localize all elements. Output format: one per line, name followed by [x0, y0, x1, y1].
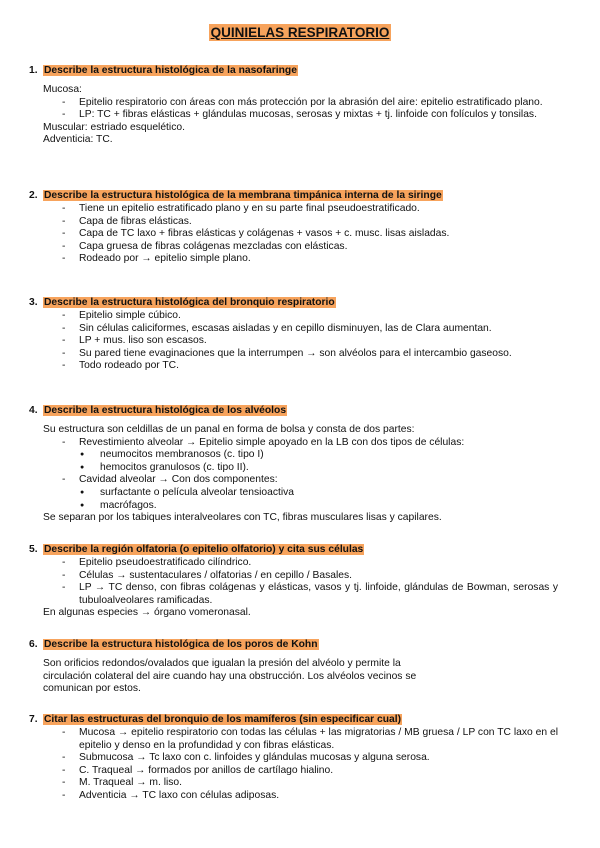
q4-item-2 — [43, 474, 558, 487]
q1-item-1: - Epitelio respiratorio con áreas con más protección por la abrasión del aire: epitelio estratificado plano. — [43, 97, 558, 110]
question-5-heading — [29, 544, 364, 557]
question-1-number: 1. — [29, 65, 38, 76]
q1-after-1: Muscular: estriado esquelético. — [43, 121, 185, 133]
q1-after-2: Adventicia: TC. — [43, 134, 113, 146]
question-3-body — [43, 310, 558, 373]
question-7-number: 7. — [29, 714, 38, 725]
q4-item-1 — [43, 437, 558, 450]
q7-item-5: - Adventicia → TC laxo con células adiposas. — [43, 790, 558, 803]
q1-item-2: - LP: TC + fibras elásticas + glándulas mucosas, serosas y mixtas + tj. linfoide con folículos y tonsilas. — [43, 109, 558, 122]
question-4-body — [43, 424, 558, 525]
question-4-heading — [29, 405, 287, 418]
q3-item-5: - Todo rodeado por TC. — [43, 360, 558, 373]
q4-intro: Su estructura son celdillas de un panal en forma de bolsa y consta de dos partes: — [43, 424, 415, 435]
q3-item-1: - Epitelio simple cúbico. — [43, 310, 558, 323]
q4-sub2-item-1: ● surfactante o película alveolar tensioactiva — [43, 487, 558, 500]
q5-list — [43, 557, 558, 607]
question-6-heading — [29, 639, 319, 652]
question-5-number: 5. — [29, 544, 38, 555]
q4-sub2-item-2: ● macrófagos. — [43, 500, 558, 513]
question-1-body — [43, 84, 558, 147]
question-6-body — [43, 658, 558, 696]
q5-item-1: - Epitelio pseudoestratificado cilíndrico. — [43, 557, 558, 570]
q5-after: En algunas especies → órgano vomeronasal. — [43, 607, 251, 619]
question-2-number: 2. — [29, 190, 38, 201]
q6-line-1: Son orificios redondos/ovalados que igualan la presión del alvéolo y permite la — [43, 658, 401, 669]
q2-item-1: - Tiene un epitelio estratificado plano y en su parte final pseudoestratificado. — [43, 203, 558, 216]
question-1-heading — [29, 65, 298, 78]
q2-item-3: - Capa de TC laxo + fibras elásticas y colágenas + vasos + c. musc. lisas aisladas. — [43, 228, 558, 241]
q2-item-2: - Capa de fibras elásticas. — [43, 216, 558, 229]
q4-sub1-item-2: ● hemocitos granulosos (c. tipo II). — [43, 462, 558, 475]
q6-line-3: comunican por estos. — [43, 683, 141, 695]
question-1-title: Describe la estructura histológica de la nasofaringe — [44, 65, 297, 76]
q4-after: Se separan por los tabiques interalveolares con TC, fibras musculares lisas y capilares. — [43, 512, 442, 524]
q4-list-2 — [43, 474, 558, 487]
document-title-text: QUINIELAS RESPIRATORIO — [210, 25, 390, 40]
question-2-heading — [29, 190, 443, 203]
q4-sub1-item-1: ● neumocitos membranosos (c. tipo I) — [43, 449, 558, 462]
q2-item-4: - Capa gruesa de fibras colágenas mezcladas con elásticas. — [43, 241, 558, 254]
document-title — [0, 27, 600, 42]
q7-list — [43, 727, 558, 803]
q4-sublist-2 — [43, 487, 558, 512]
q2-item-5: - Rodeado por → epitelio simple plano. — [43, 253, 558, 266]
q3-item-2: - Sin células caliciformes, escasas aisladas y en cepillo disminuyen, las de Clara aumentan. — [43, 323, 558, 336]
question-3-title: Describe la estructura histológica del bronquio respiratorio — [44, 297, 335, 308]
q1-list — [43, 97, 558, 122]
q5-item-3: - LP → TC denso, con fibras colágenas y elásticas, vasos y tj. linfoide, glándulas de Bowman, serosas y tubuloalveolares ramificadas. — [43, 582, 558, 607]
question-7-heading — [29, 714, 402, 727]
question-3-number: 3. — [29, 297, 38, 308]
q3-item-4: - Su pared tiene evaginaciones que la interrumpen → son alvéolos para el intercambio gaseoso. — [43, 348, 558, 361]
q7-item-4: - M. Traqueal → m. liso. — [43, 777, 558, 790]
q4-item-1-text: Revestimiento alveolar → Epitelio simple apoyado en la LB con dos tipos de células: — [79, 436, 465, 448]
question-4-number: 4. — [29, 405, 38, 416]
question-2-body — [43, 203, 558, 266]
q7-item-3: - C. Traqueal → formados por anillos de cartílago hialino. — [43, 765, 558, 778]
question-6-number: 6. — [29, 639, 38, 650]
q3-item-3: - LP + mus. liso son escasos. — [43, 335, 558, 348]
q4-item-2-text: Cavidad alveolar → Con dos componentes: — [79, 474, 278, 486]
q1-intro: Mucosa: — [43, 84, 82, 95]
q3-list — [43, 310, 558, 373]
question-2-title: Describe la estructura histológica de la membrana timpánica interna de la siringe — [44, 190, 442, 201]
q7-item-2: - Submucosa → Tc laxo con c. linfoides y glándulas mucosas y alguna serosa. — [43, 752, 558, 765]
q2-list — [43, 203, 558, 266]
question-5-body — [43, 557, 558, 620]
question-5-title: Describe la región olfatoria (o epitelio olfatorio) y cita sus células — [44, 544, 364, 555]
q5-item-2: - Células → sustentaculares / olfatorias / en cepillo / Basales. — [43, 570, 558, 583]
question-7-body — [43, 727, 558, 803]
q4-list — [43, 437, 558, 450]
question-6-title: Describe la estructura histológica de los poros de Kohn — [44, 639, 318, 650]
q7-item-1: - Mucosa → epitelio respiratorio con todas las células + las migratorias / MB gruesa / LP con TC laxo en el epitelio y denso en la profundidad y con fibras elásticas. — [43, 727, 558, 752]
q6-line-2: circulación colateral del aire cuando hay una obstrucción. Los alvéolos vecinos se — [43, 670, 417, 682]
question-7-title: Citar las estructuras del bronquio de los mamíferos (sin especificar cual) — [44, 714, 402, 725]
q4-sublist-1 — [43, 449, 558, 474]
question-3-heading — [29, 297, 336, 310]
question-4-title: Describe la estructura histológica de los alvéolos — [44, 405, 287, 416]
